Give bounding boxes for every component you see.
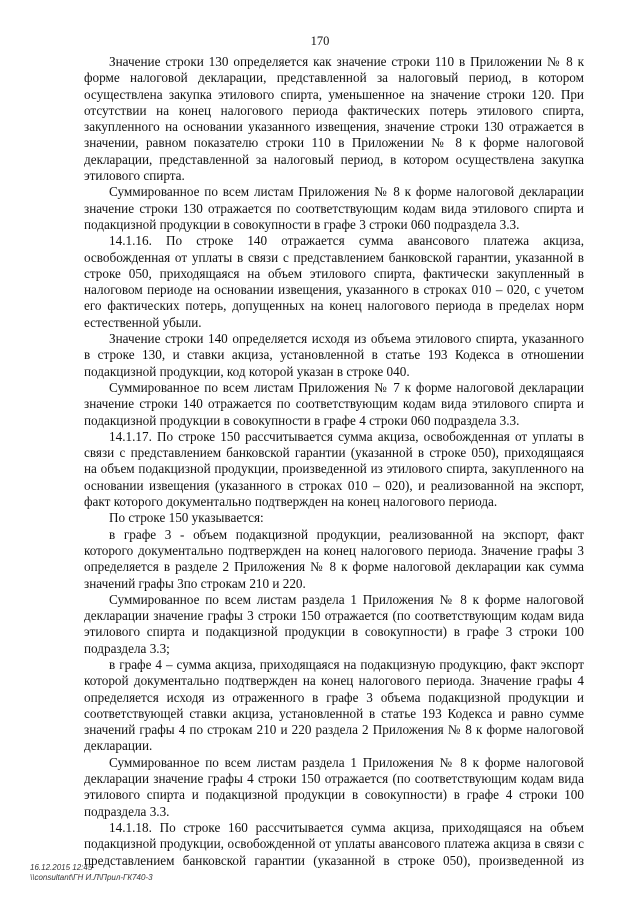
text-line: освобожденная от уплаты в связи с представлением банковской гарантии, указанной в bbox=[84, 249, 584, 265]
text-line: декларации. bbox=[84, 738, 153, 754]
paragraph bbox=[84, 657, 584, 755]
text-line: форме налоговой декларации, представленной за налоговый период, в котором bbox=[84, 70, 584, 86]
text-line: Суммированное по всем листам раздела 1 Приложения № 8 к форме налоговой bbox=[109, 754, 584, 770]
text-line: 14.1.16. По строке 140 отражается сумма авансового платежа акциза, bbox=[109, 233, 584, 249]
text-line: декларации значение графы 4 строки 150 отражается (по соответствующим кодам вида bbox=[84, 771, 584, 787]
text-line: его фактических потерь, допущенных на конец налогового периода в пределах норм bbox=[84, 298, 584, 314]
text-line: подраздела 3.3. bbox=[84, 803, 170, 819]
text-line: подакцизной продукции в совокупности в графе 3 строки 060 подраздела 3.3. bbox=[84, 216, 520, 232]
text-line: значение строки 140 отражается по соответствующим кодам вида этилового спирта и bbox=[84, 396, 584, 412]
text-line: значений графы 4 по строкам 210 и 220 раздела 2 Приложения № 8 к форме налоговой bbox=[84, 722, 584, 738]
paragraph bbox=[84, 429, 584, 510]
text-line: представлением банковской гарантии (указанной в строке 050), произведенной из bbox=[84, 852, 584, 868]
text-line: которого документально подтвержден на конец налогового периода. Значение графы 3 bbox=[84, 542, 584, 558]
text-line: декларации, представленной за налоговый период, в котором осуществлена закупка bbox=[84, 151, 584, 167]
text-line: подакцизной продукции в совокупности в графе 4 строки 060 подраздела 3.3. bbox=[84, 412, 520, 428]
footer-stamp bbox=[30, 863, 153, 883]
paragraph bbox=[84, 592, 584, 657]
footer-timestamp: 16.12.2015 12:45 bbox=[30, 863, 93, 872]
text-line: на объем подакцизной продукции, произведенной из этилового спирта, закупленного на bbox=[84, 461, 584, 477]
text-line: строке 050, приходящаяся на объем этилового спирта, фактически закупленный в bbox=[84, 265, 584, 281]
text-line: этилового спирта. bbox=[84, 168, 185, 184]
text-line: в графе 3 - объем подакцизной продукции, реализованной на экспорт, факт bbox=[109, 526, 584, 542]
text-line: определяется в разделе 2 Приложения № 8 к форме налоговой декларации как сумма bbox=[84, 559, 584, 575]
text-line: этилового спирта и подакцизной продукции в совокупности) в графе 4 строки 100 bbox=[84, 787, 584, 803]
text-line: естественной убыли. bbox=[84, 314, 202, 330]
text-line: которой документально подтвержден на конец налогового периода. Значение графы 4 bbox=[84, 673, 584, 689]
text-line: осуществлена закупка этилового спирта, уменьшенное на значение строки 120. При bbox=[84, 86, 584, 102]
text-line: налоговом периоде на основании извещения, указанного в строках 010 – 020, с учетом bbox=[84, 282, 584, 298]
text-line: связи с представлением банковской гарантии (указанной в строке 050), приходящаяся bbox=[84, 445, 584, 461]
document-body bbox=[84, 54, 584, 869]
text-line: декларации значение графы 3 строки 150 отражается (по соответствующим кодам вида bbox=[84, 608, 584, 624]
text-line: подакцизной продукции, освобожденной от уплаты авансового платежа акциза в связи с bbox=[84, 836, 584, 852]
paragraph bbox=[84, 54, 584, 184]
text-line: 14.1.17. По строке 150 рассчитывается сумма акциза, освобожденная от уплаты в bbox=[109, 428, 584, 444]
text-line: в графе 4 – сумма акциза, приходящаяся на подакцизную продукцию, факт экспорт bbox=[109, 656, 584, 672]
text-line: Значение строки 130 определяется как значение строки 110 в Приложении № 8 к bbox=[109, 54, 584, 69]
text-line: Суммированное по всем листам Приложения № 8 к форме налоговой декларации bbox=[109, 184, 584, 200]
text-line: определяется исходя из отраженного в графе 3 объема подакцизной продукции и bbox=[84, 689, 584, 705]
text-line: Суммированное по всем листам Приложения № 7 к форме налоговой декларации bbox=[109, 379, 584, 395]
text-line: соответствующей ставки акциза, установленной в статье 193 Кодекса и равно сумме bbox=[84, 705, 584, 721]
page-number: 170 bbox=[310, 34, 330, 48]
paragraph bbox=[84, 380, 584, 429]
text-line: значений графы 3по строкам 210 и 220. bbox=[84, 575, 306, 591]
paragraph bbox=[84, 331, 584, 380]
text-line: подраздела 3.3; bbox=[84, 640, 170, 656]
text-line: Значение строки 140 определяется исходя из объема этилового спирта, указанного bbox=[109, 331, 584, 347]
paragraph bbox=[84, 233, 584, 331]
text-line: закупленного на основании указанного извещения, значение строки 130 отражается в bbox=[84, 119, 584, 135]
paragraph bbox=[84, 820, 584, 869]
paragraph bbox=[84, 527, 584, 592]
text-line: По строке 150 указывается: bbox=[109, 510, 264, 526]
text-line: 14.1.18. По строке 160 рассчитывается сумма акциза, приходящаяся на объем bbox=[109, 819, 584, 835]
text-line: отсутствии на конец налогового периода фактических потерь этилового спирта, bbox=[84, 102, 584, 118]
text-line: факт которого документально подтвержден на конец налогового периода. bbox=[84, 494, 498, 510]
paragraph bbox=[84, 510, 584, 526]
footer-file-path: \\consultant\ГН И.Л\Прил-ГК740-3 bbox=[30, 873, 153, 882]
text-line: значении, равном показателю строки 110 в Приложении № 8 к форме налоговой bbox=[84, 135, 584, 151]
text-line: подакцизной продукции, код которой указан в строке 040. bbox=[84, 363, 410, 379]
text-line: в строке 130, и ставки акциза, установленной в статье 193 Кодекса в отношении bbox=[84, 347, 584, 363]
paragraph bbox=[84, 755, 584, 820]
text-line: Суммированное по всем листам раздела 1 Приложения № 8 к форме налоговой bbox=[109, 591, 584, 607]
text-line: этилового спирта и подакцизной продукции в совокупности) в графе 3 строки 100 bbox=[84, 624, 584, 640]
text-line: значение строки 130 отражается по соответствующим кодам вида этилового спирта и bbox=[84, 200, 584, 216]
text-line: основании извещения (указанного в строках 010 – 020), и реализованной на экспорт, bbox=[84, 477, 584, 493]
paragraph bbox=[84, 184, 584, 233]
